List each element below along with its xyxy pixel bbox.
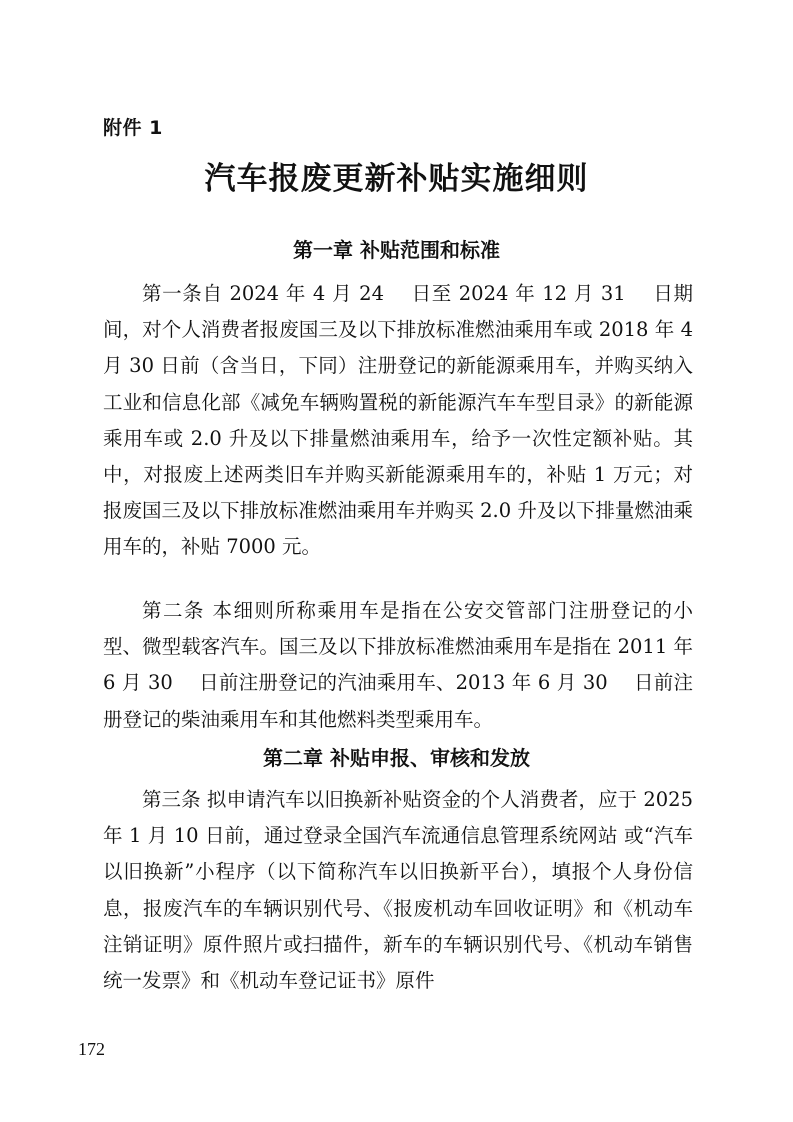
chapter-1-heading: 第一章 补贴范围和标准 [293,238,500,262]
page-number: 172 [78,1039,105,1059]
article-2-paragraph: 第二条 本细则所称乘用车是指在公安交管部门注册登记的小型、微型载客汽车。国三及以下排放标准燃油乘用车是指在 2011 年 6 月 30 日前注册登记的汽油乘用车、2013 年 6 月 30 日前注册登记的柴油乘用车和其他燃料类型乘用车。 [103,599,693,731]
article-3-paragraph: 第三条 拟申请汽车以旧换新补贴资金的个人消费者，应于 2025 年 1 月 10 日前，通过登录全国汽车流通信息管理系统网站 或“汽车以旧换新”小程序（以下简称汽车以旧换新平台），填报个人身份信息，报废汽车的车辆识别代号、《报废机动车回收证明》和《机动车注销证明》原件照片或扫描件，新车的车辆识别代号、《机动车销售统一发票》和《机动车登记证书》原件 [103,788,693,993]
attachment-label: 附件 1 [103,117,163,139]
article-1-paragraph: 第一条自 2024 年 4 月 24 日至 2024 年 12 月 31 日期间，对个人消费者报废国三及以下排放标准燃油乘用车或 2018 年 4 月 30 日前（含当日，下同）注册登记的新能源乘用车，并购买纳入工业和信息化部《减免车辆购置税的新能源汽车车型目录》的新能源乘用车或 2.0 升及以下排量燃油乘用车，给予一次性定额补贴。其中，对报废上述两类旧车并购买新能源乘用车的，补贴 1 万元；对报废国三及以下排放标准燃油乘用车并购买 2.0 升及以下排量燃油乘用车的，补贴 7000 元。 [103,282,693,559]
document-title: 汽车报废更新补贴实施细则 [204,161,589,197]
chapter-2-heading: 第二章 补贴申报、审核和发放 [263,746,530,770]
